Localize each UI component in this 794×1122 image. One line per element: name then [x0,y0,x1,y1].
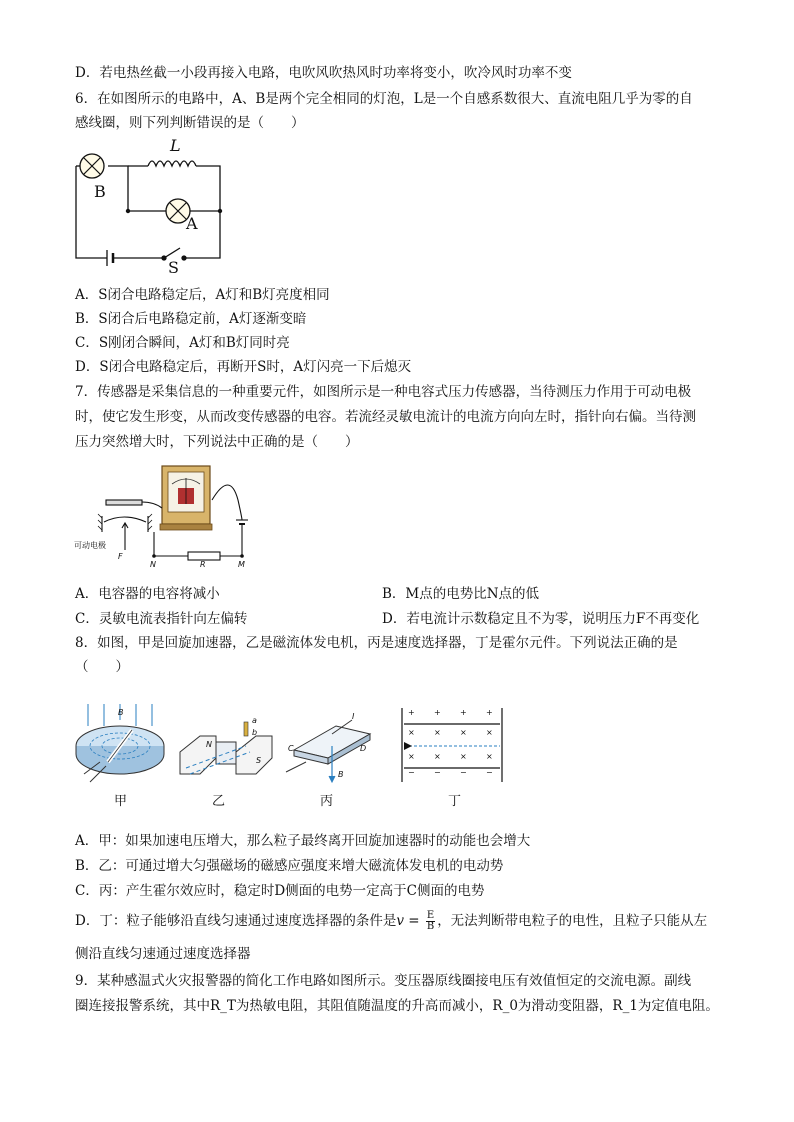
q8-ding-plus-1: + [408,708,415,717]
q8-yi-label-S: S [256,756,262,765]
q8-ding-cross-5: × [408,752,415,761]
q7-label-M: M [238,560,245,569]
q8-ding-cross-3: × [460,728,467,737]
q8-figure-jia [70,700,170,810]
q8-ding-cross-6: × [434,752,441,761]
q7-stem-line3: 压力突然增大时，下列说法中正确的是（ ） [75,434,359,450]
q8-option-d-line2: 侧沿直线匀速通过速度选择器 [75,946,251,962]
q8-ding-cross-2: × [434,728,441,737]
q7-option-d: D．若电流计示数稳定且不为零，说明压力F不再变化 [382,611,700,627]
q8-formula-E: E [426,910,435,921]
q8-ding-plus-4: + [486,708,493,717]
q6-option-a: A．S闭合电路稳定后，A灯和B灯亮度相同 [75,287,330,303]
q8-bing-label-I: I [352,712,355,721]
q8-option-b: B．乙：可通过增大匀强磁场的磁感应强度来增大磁流体发电机的电动势 [75,858,504,874]
q8-stem-line2: （ ） [75,659,129,675]
q9-stem-line2: 圈连接报警系统，其中R_T为热敏电阻，其阻值随温度的升高而减小，R_0为滑动变阻器，R_1为定值电阻。 [75,998,719,1014]
hall-element-icon [282,706,382,790]
q8-caption-jia: 甲 [114,794,128,809]
q7-stem-line2: 时，使它发生形变，从而改变传感器的电容。若流经灵敏电流计的电流方向向左时，指针向右偏。当待测 [75,409,696,425]
q8-stem-line1: 8．如图，甲是回旋加速器，乙是磁流体发电机，丙是速度选择器，丁是霍尔元件。下列说法正确的是 [75,635,678,651]
q8-ding-minus-1: − [408,768,415,777]
q8-bing-label-B: B [338,770,344,779]
q7-sensor-figure [70,460,270,580]
q8-figure-bing [282,706,382,810]
q6-label-S: S [168,258,179,277]
q8-caption-yi: 乙 [212,794,226,809]
q7-option-a: A．电容器的电容将减小 [75,586,220,602]
q6-stem-line2: 感线圈，则下列判断错误的是（ ） [75,115,305,131]
q7-label-N: N [150,560,156,569]
q8-ding-minus-2: − [434,768,441,777]
q8-figure-ding [396,704,508,810]
q8-ding-plus-3: + [460,708,467,717]
q8-ding-cross-1: × [408,728,415,737]
q8-formula-fraction [426,911,435,932]
q8-figure-yi [176,712,276,810]
q9-stem-line1: 9．某种感温式火灾报警器的简化工作电路如图所示。变压器原线圈接电压有效值恒定的交流电源。副线 [75,973,692,989]
q6-circuit-figure [70,136,240,276]
q6-option-c: C．S刚闭合瞬间，A灯和B灯同时亮 [75,335,290,351]
q8-formula-v: v [396,913,404,929]
q8-option-c: C．丙：产生霍尔效应时，稳定时D侧面的电势一定高于C侧面的电势 [75,883,485,899]
mhd-generator-icon [176,712,276,792]
q8-option-d-text-b: ，无法判断带电粒子的电性，且粒子只能从左 [437,913,708,929]
q7-label-electrode: 可动电极 [74,541,106,550]
q8-ding-cross-4: × [486,728,493,737]
q8-ding-cross-7: × [460,752,467,761]
q8-ding-minus-4: − [486,768,493,777]
q8-ding-plus-2: + [434,708,441,717]
q7-label-R: R [200,560,206,569]
q8-option-a: A．甲：如果加速电压增大，那么粒子最终离开回旋加速器时的动能也会增大 [75,833,531,849]
q8-yi-label-b: b [252,728,258,737]
q6-label-A: A [186,214,198,233]
q6-label-L: L [170,136,181,155]
q8-option-d-text-a: D．丁：粒子能够沿直线匀速通过速度选择器的条件是 [75,913,397,929]
lamp-b-icon [80,154,104,178]
q6-option-b: B．S闭合后电路稳定前，A灯逐渐变暗 [75,311,307,327]
q6-label-B: B [94,182,106,201]
q8-bing-label-C: C [288,744,294,753]
q8-yi-label-a: a [252,716,257,725]
q8-formula-eq: = [403,913,424,929]
q8-caption-ding: 丁 [448,794,462,809]
q8-option-d-line1 [75,911,707,932]
q8-caption-bing: 丙 [320,794,334,809]
q7-label-F: F [118,552,123,561]
q8-yi-label-N: N [206,740,212,749]
galvanometer-icon [160,466,212,530]
q7-option-b: B．M点的电势比N点的低 [382,586,540,602]
q6-circuit-svg [70,136,240,276]
q6-option-d: D．S闭合电路稳定后，再断开S时，A灯闪亮一下后熄灭 [75,359,412,375]
q8-ding-cross-8: × [486,752,493,761]
q7-option-c: C．灵敏电流表指针向左偏转 [75,611,248,627]
q8-formula-B: B [426,921,435,932]
q7-stem-line1: 7．传感器是采集信息的一种重要元件，如图所示是一种电容式压力传感器，当待测压力作用于可动电极 [75,384,692,400]
q8-jia-label-B: B [118,708,124,717]
q5-option-d: D．若电热丝截一小段再接入电路，电吹风吹热风时功率将变小，吹冷风时功率不变 [75,65,572,81]
q8-ding-minus-3: − [460,768,467,777]
q6-stem-line1: 6．在如图所示的电路中，A、B是两个完全相同的灯泡，L是一个自感系数很大、直流电阻几乎为零的自 [75,91,693,107]
q8-bing-label-D: D [360,744,367,753]
